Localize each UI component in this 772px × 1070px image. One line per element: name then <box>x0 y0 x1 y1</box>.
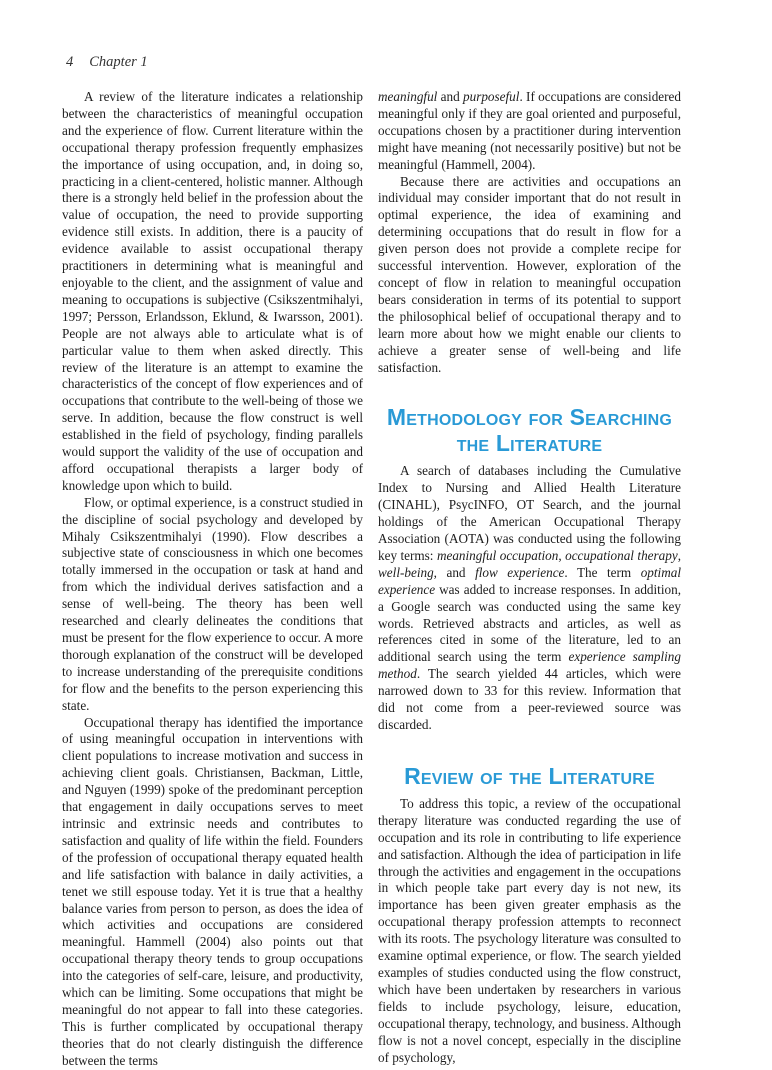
paragraph: Occupational therapy has identified the importance of using meaningful occupation in interventions with client populations to increase motivation and success in achieving client goals. Christiansen, Backman, Little, and Nguyen (1999) spoke of the predominant perception that engagement in daily occupations serves to meet intrinsic and extrinsic needs and contributes to satisfaction and quality of life within the field. Founders of the profession of occupational therapy equated health and life satisfaction with balance in daily activities, a tenet we still espouse today. Yet it is true that a healthy balance varies from person to person, as does the idea of which activities and occupations are considered meaningful. Hammell (2004) also points out that occupational therapy theory tends to group occupations into the categories of self-care, leisure, and productivity, which can be limiting. Some occupations that might be meaningful do not appear to fall into these categories. This is further complicated by occupational therapy theories that do not clearly distinguish the difference between the terms <box>62 714 363 1068</box>
page-number: 4 <box>66 54 74 70</box>
paragraph: A search of databases including the Cumulative Index to Nursing and Allied Health Literature (CINAHL), PsycINFO, OT Search, and the journal holdings of the American Occupational Therapy Association (AOTA) was conducted using the following key terms: meaningful occupation, occupational therapy, well-being, and flow experience. The term optimal experience was added to increase responses. In addition, a Google search was conducted using the same key words. Retrieved abstracts and articles, as well as references cited in some of the literature, led to an additional search using the term experience sampling method. The search yielded 44 articles, which were narrowed down to 33 for this review. Information that did not come from a peer-reviewed source was discarded. <box>378 463 682 732</box>
paragraph: Flow, or optimal experience, is a construct studied in the discipline of social psychology and developed by Mihaly Csikszentmihalyi (1990). Flow describes a subjective state of consciousness in which one becomes totally immersed in the occupation or task at hand and from which the individual derives satisfaction and a sense of well-being. The theory has been well researched and clearly delineates the conditions that must be present for the flow experience to occur. A more thorough explanation of the construct will be developed to increase understanding of the prerequisite conditions for flow and the benefits to the person experiencing this state. <box>62 494 363 713</box>
running-head <box>66 54 148 71</box>
term-meaningful: meaningful <box>378 89 438 104</box>
paragraph: A review of the literature indicates a relationship between the characteristics of meaningful occupation and the experience of flow. Current literature within the occupational therapy profession frequently emphasizes the importance of using occupation, and, in doing so, practicing in a client-centered, holistic manner. Although there is a strongly held belief in the profession about the value of occupation, the need to provide supporting evidence still exists. In addition, there is a paucity of evidence available to assist occupational therapy practitioners in determining what is meaningful and enjoyable to the client, and the assignment of value and meaning to occupations is subjective (Csikszentmihalyi, 1997; Persson, Erlandsson, Eklund, & Iwarsson, 2001). People are not always able to articulate what is of particular value to them when asked directly. This review of the literature is an attempt to examine the characteristics of the concept of flow experiences and of occupations that contribute to the well-being of those we serve. In addition, because the flow construct is well established in the field of psychology, finding parallels would support the validity of the use of occupation and afford occupational therapists a larger body of knowledge upon which to build. <box>62 89 363 493</box>
chapter-label: Chapter 1 <box>89 54 148 70</box>
term-purposeful: purposeful <box>463 89 520 104</box>
paragraph: meaningful and purposeful. If occupations are considered meaningful only if they are goal oriented and purposeful, occupations chosen by a practitioner during intervention might have meaning (not necessarily positive) but not be meaningful (Hammell, 2004). <box>378 89 681 172</box>
paragraph: Because there are activities and occupations an individual may consider important that do not result in optimal experience, the idea of examining and determining occupations that do result in flow for a given person does not provide a complete recipe for successful intervention. However, exploration of the concept of flow in relation to meaningful occupation bears consideration in terms of its potential to support the philosophical belief of occupational therapy and to learn more about how we might enable our clients to achieve a greater sense of well-being and life satisfaction. <box>378 173 681 375</box>
right-column <box>378 89 681 1066</box>
paragraph: To address this topic, a review of the occupational therapy literature was conducted regarding the use of occupation and its role in contributing to life experience and satisfaction. Although the idea of participation in life through the activities and engagement in the occupations in which people take part every day is not new, its importance has been given greater emphasis as the occupational therapy profession attempts to reconnect with its roots. The psychology literature was consulted to examine optimal experience, or flow. The search yielded examples of studies conducted using the flow construct, which have been undertaken by researchers in various fields to include psychology, leisure, education, occupational therapy, technology, and business. Although flow is not a novel concept, especially in the discipline of psychology, <box>378 795 682 1065</box>
left-column <box>62 89 363 1070</box>
section-heading-methodology: Methodology for Searching the Literature <box>386 404 673 457</box>
section-heading-review: Review of the Literature <box>404 762 655 789</box>
